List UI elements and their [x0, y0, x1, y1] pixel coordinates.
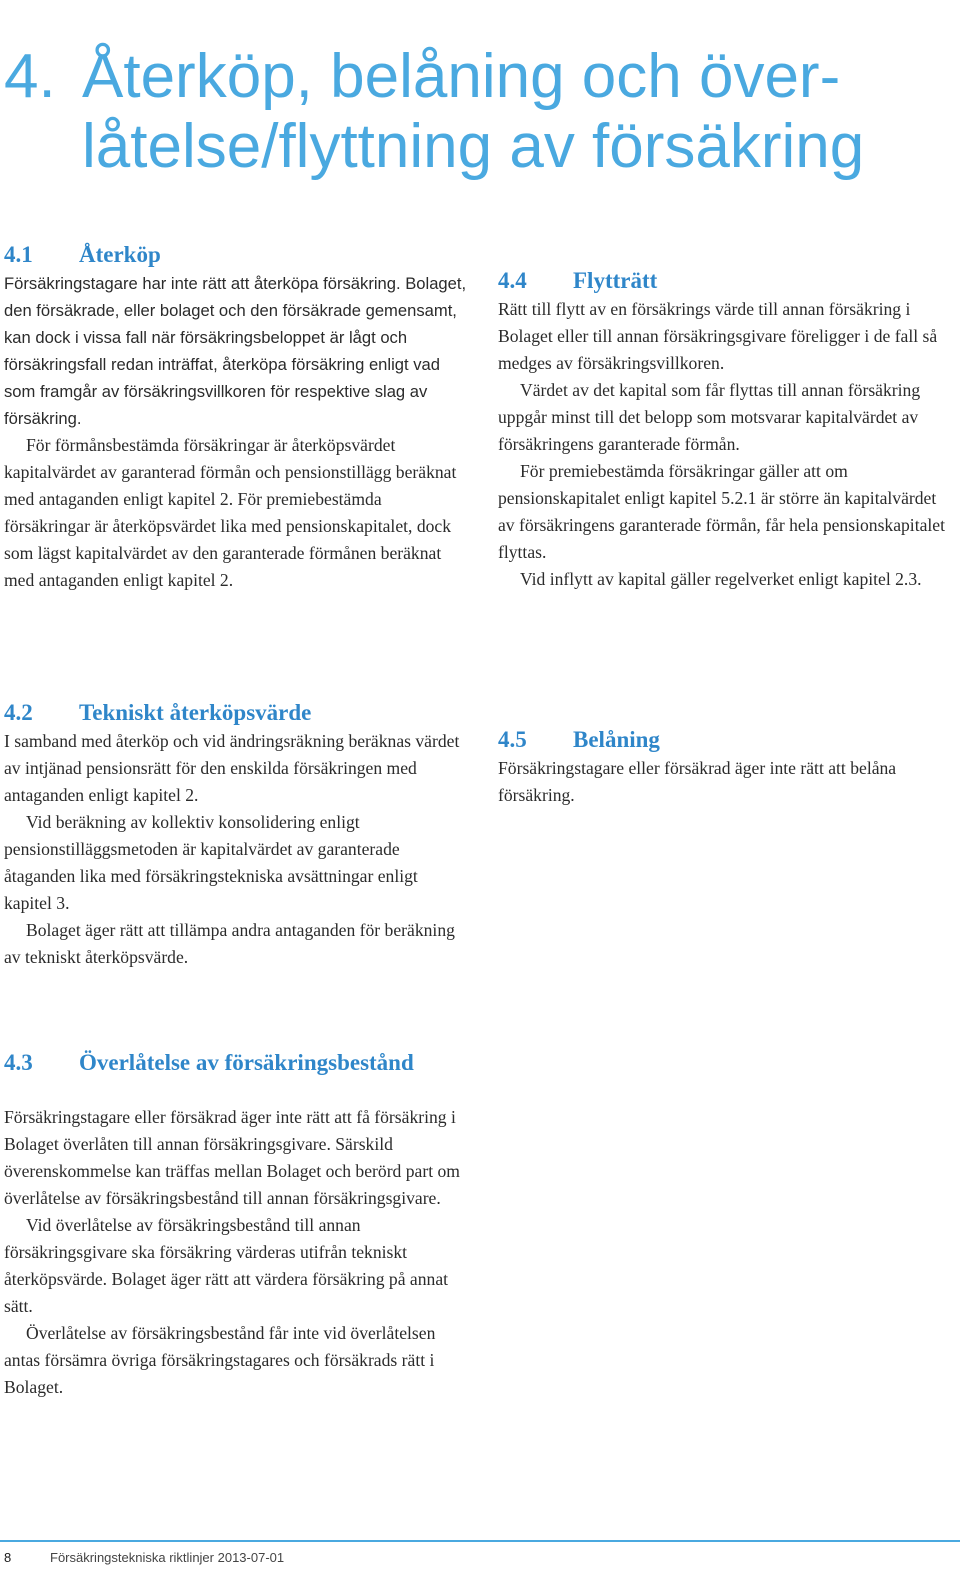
section-4-4-flyttratt [498, 266, 948, 593]
section-number: 4.1 [4, 242, 33, 267]
section-title: Belåning [573, 727, 660, 752]
section-number: 4.5 [498, 727, 527, 752]
section-4-3-overlatelse [4, 1048, 474, 1401]
paragraph: Överlåtelse av försäkringsbestånd får inte vid överlåtelsen antas försämra övriga försäkringstagares och försäkrads rätt i Bolaget. [4, 1323, 436, 1397]
page-number: 8 [4, 1550, 12, 1565]
page-footer [4, 1550, 284, 1565]
section-body [4, 1104, 474, 1401]
paragraph: Vid inflytt av kapital gäller regelverket enligt kapitel 2.3. [520, 569, 922, 589]
section-number: 4.2 [4, 700, 33, 725]
paragraph: Försäkringstagare eller försäkrad äger inte rätt att belåna försäkring. [498, 758, 897, 805]
chapter-title-line-2: låtelse/flyttning av försäkring [82, 111, 865, 181]
section-heading [4, 240, 469, 270]
paragraph: Försäkringstagare eller försäkrad äger inte rätt att få försäkring i Bolaget överlåten till annan försäkringsgivare. Särskild överenskommelse kan träffas mellan Bolaget och berörd part om överlåtelse av försäkringsbestånd till annan försäkringsgivare. [4, 1107, 460, 1208]
section-4-1-aterkop [4, 240, 469, 594]
chapter-number: 4. [4, 41, 56, 111]
section-number: 4.3 [4, 1050, 33, 1075]
paragraph: Vid beräkning av kollektiv konsolidering enligt pensionstilläggsmetoden är kapitalvärdet av garanterade åtaganden lika med försäkringstekniska avsättningar enligt kapitel 3. [4, 812, 418, 913]
paragraph: Värdet av det kapital som får flyttas till annan försäkring uppgår minst till det belopp som motsvarar kapitalvärdet av försäkringens garanterade förmån. [498, 380, 921, 454]
section-title: Tekniskt återköpsvärde [79, 700, 312, 725]
paragraph: För premiebestämda försäkringar gäller att om pensionskapitalet enligt kapitel 5.2.1 är större än kapitalvärdet av försäkringens garanterade förmån, får hela pensionskapitalet flyttas. [498, 461, 945, 562]
paragraph: För förmånsbestämda försäkringar är återköpsvärdet kapitalvärdet av garanterad förmån och pensionstillägg beräknat med antaganden enligt kapitel 2. För premiebestämda försäkringar är återköpsvärdet lika med pensionskapitalet, dock som lägst kapitalvärdet av den garanterade förmånen beräknat med antaganden enligt kapitel 2. [4, 435, 457, 590]
paragraph: Vid överlåtelse av försäkringsbestånd till annan försäkringsgivare ska försäkring värderas utifrån tekniskt återköpsvärde. Bolaget äger rätt att värdera försäkring på annat sätt. [4, 1215, 449, 1316]
section-heading [4, 1048, 474, 1078]
section-4-5-belaning [498, 725, 948, 809]
footer-divider [0, 1540, 960, 1542]
paragraph: Försäkringstagare har inte rätt att återköpa försäkring. Bolaget, den försäkrade, eller bolaget och den försäkrade gemensamt, kan dock i vissa fall när försäkringsbeloppet är lågt och försäkringsfall redan inträffat, återköpa försäkring enligt vad som framgår av försäkringsvillkoren för respektive slag av försäkring. [4, 274, 467, 428]
section-heading [498, 266, 948, 296]
section-heading [4, 698, 464, 728]
document-title: Försäkringstekniska riktlinjer 2013-07-01 [50, 1550, 285, 1565]
section-number: 4.4 [498, 268, 527, 293]
paragraph: I samband med återköp och vid ändringsräkning beräknas värdet av intjänad pensionsrätt för den enskilda försäkringen med antaganden enligt kapitel 2. [4, 731, 460, 805]
section-title: Flytträtt [573, 268, 658, 293]
section-title: Överlåtelse av försäkringsbestånd [79, 1050, 414, 1075]
section-heading [498, 725, 948, 755]
chapter-title-line-1: Återköp, belåning och över- [82, 41, 841, 111]
section-4-2-tekniskt-aterkopsvarde [4, 698, 464, 971]
paragraph: Rätt till flytt av en försäkrings värde till annan försäkring i Bolaget eller till annan försäkringsgivare föreligger i de fall så medges av försäkringsvillkoren. [498, 299, 938, 373]
section-title: Återköp [79, 242, 161, 267]
paragraph: Bolaget äger rätt att tillämpa andra antaganden för beräkning av tekniskt återköpsvärde. [4, 920, 455, 967]
